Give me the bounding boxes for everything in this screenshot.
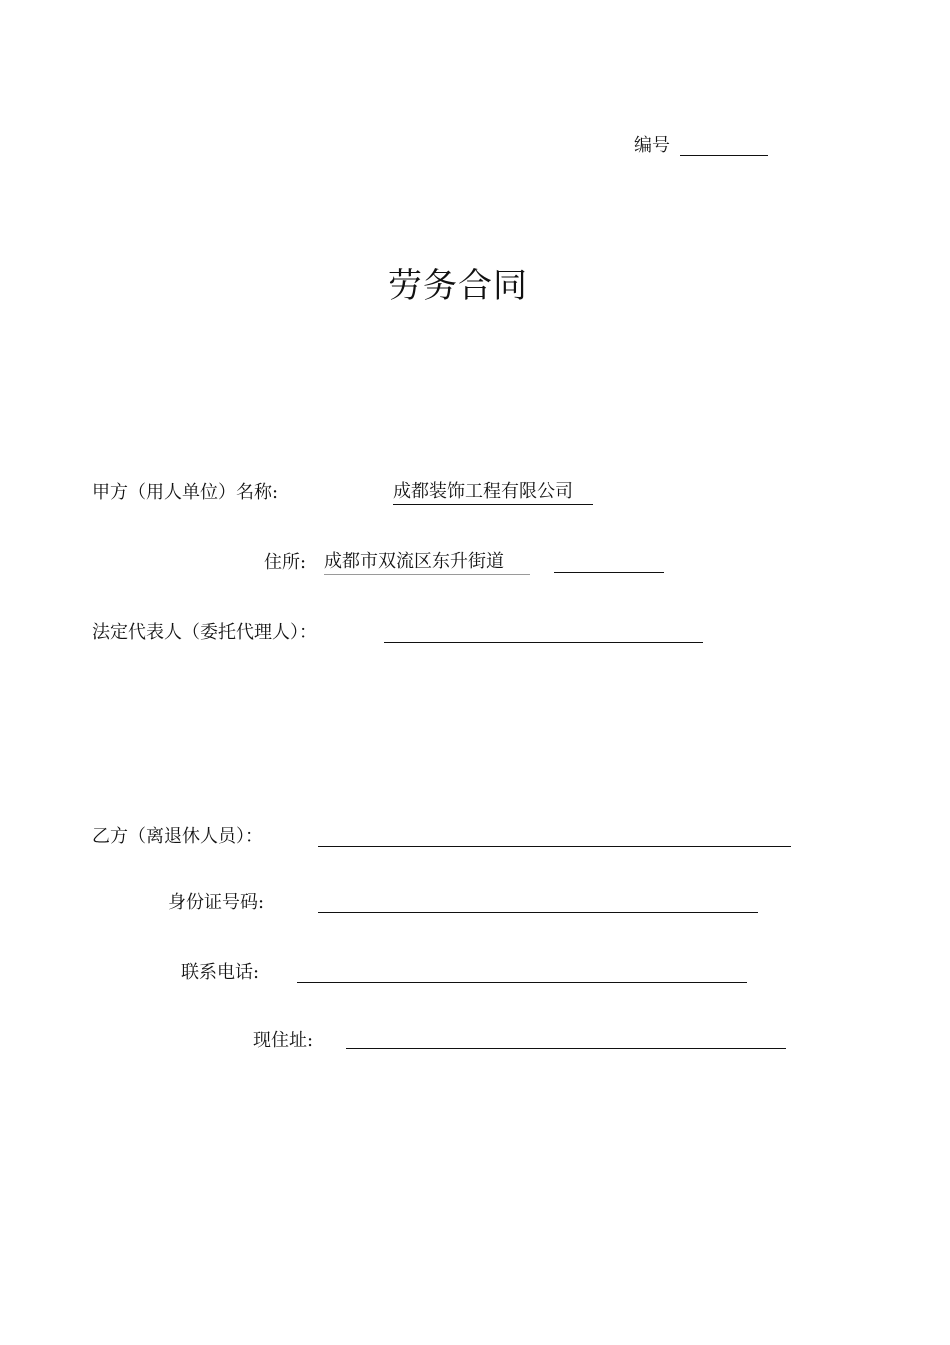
party-b-label: 乙方（离退休人员）： bbox=[92, 826, 263, 847]
party-b-address-field[interactable] bbox=[346, 1048, 786, 1049]
party-b-name-field[interactable] bbox=[318, 846, 791, 847]
legal-rep-field[interactable] bbox=[384, 642, 703, 643]
contract-number-label: 编号 bbox=[634, 135, 670, 156]
party-b-phone-label: 联系电话: bbox=[181, 962, 260, 983]
party-a-name-label: 甲方（用人单位）名称: bbox=[92, 482, 279, 503]
party-a-address-label: 住所: bbox=[264, 552, 307, 573]
party-b-id-field[interactable] bbox=[318, 912, 758, 913]
party-b-phone-field[interactable] bbox=[297, 982, 747, 983]
page-title: 劳务合同 bbox=[388, 266, 528, 306]
party-b-address-label: 现住址: bbox=[253, 1030, 314, 1051]
legal-rep-label: 法定代表人（委托代理人）： bbox=[92, 622, 317, 643]
party-a-address-extra-field[interactable] bbox=[554, 572, 664, 573]
contract-number-field[interactable] bbox=[680, 155, 768, 156]
party-b-id-label: 身份证号码: bbox=[168, 892, 265, 913]
party-a-name-field[interactable]: 成都装饰工程有限公司 bbox=[393, 481, 593, 505]
party-a-address-field[interactable]: 成都市双流区东升街道 bbox=[324, 551, 530, 575]
